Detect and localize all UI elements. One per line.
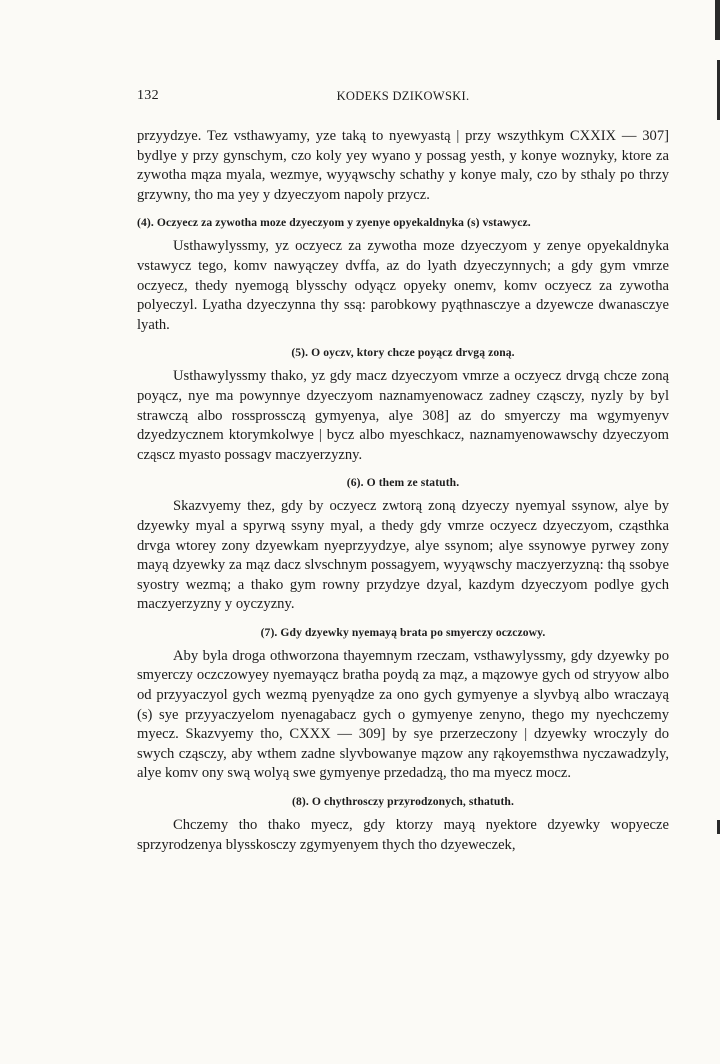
paragraph-5: Aby byla droga othworzona thayemnym rzeczam, vsthawylyssmy, gdy dzyewky po smyerczy oczczowyey nyemayącz bratha poydą za mąz, a mązowye gych od stryyow albo od przyyaczyol gych wezmą pyenyądze za ono gych gymyenye a slyvbyą albo wraczayą (s) sye przyyaczyelom nyenagabacz gych o gymyenye zenyno, thego my nyechczemy myecz. Skazvyemy tho, CXXX — 309] by sye przerzeczony | dzyewky wroczyly do swych cząsczy, aby wthem zadne slyvbowanye mązow any rąkoyemsthwa nyczawadzyly, alye komv ony swą wolyą swe gymyenye przedadzą, tho ma myecz mocz. bbox=[137, 647, 669, 782]
section-number: (7). bbox=[260, 625, 278, 639]
section-title: O chythrosczy przyrodzonych, sthatuth. bbox=[311, 795, 514, 809]
section-heading-7 bbox=[137, 625, 669, 641]
paragraph-4: Skazvyemy thez, gdy by oczyecz zwtorą zoną dzyeczy nyemyal ssynow, alye by dzyewky myal a spyrwą ssyny myal, a thedy gdy vmrze oczyecz dzyeczyom, cząsthka drvga wtorey zony dzyewkam nyeprzyydzye, alye ssynom; alye ssynowye pyrwey zony mayą dzyewky za mąz dacz slvschnym possagyem, wyyąwschy maczyerzyzną: thą ssobye syostry wezmą; a thako gym rowny przydzye dzyal, kazdym dzyeczyom podlye gych maczyerzyzny y oyczyzny. bbox=[137, 498, 669, 613]
body-text bbox=[137, 127, 669, 855]
paragraph-2: Usthawylyssmy, yz oczyecz za zywotha moze dzyeczyom y zenye opyekaldnyka vstawycz tego, komv nawyączey dvffa, az do lyath dzyeczynnych; a gdy gym vmrze oczyecz, thedy nyemogą blysschy odyącz opyeky onemv, komv oczyecz za zywotha polyeczyl. Lyatha dzyeczynna thy ssą: parobkowy pyąthnasczye a dzyewcze dwanasczye lyath. bbox=[137, 238, 669, 333]
section-title: Oczyecz za zywotha moze dzyeczyom y zyenye opyekaldnyka (s) vstawycz. bbox=[156, 216, 531, 230]
section-number: (5). bbox=[291, 346, 309, 360]
section-title: O oyczv, ktory chcze poyącz drvgą zoną. bbox=[311, 346, 515, 360]
section-heading-4 bbox=[137, 215, 669, 231]
running-title: KODEKS DZIKOWSKI. bbox=[336, 89, 470, 103]
section-number: (6). bbox=[346, 476, 364, 490]
section-title: Gdy dzyewky nyemayą brata po smyerczy oczczowy. bbox=[280, 625, 546, 639]
paragraph-1: przyydzye. Tez vsthawyamy, yze taką to nyewyastą | przy wszythkym CXXIX — 307] bydlye y przy gynschym, czo koly yey wyano y possag yesth, y konye woznyky, ktore za zywotha mąza myala, wezmye, wyyąwschy schathy y konye maly, czo by sthaly po thrzy grzywny, tho ma yey y dzyeczyom napoly przycz. bbox=[137, 128, 669, 203]
section-heading-6 bbox=[137, 475, 669, 491]
section-heading-5 bbox=[137, 345, 669, 361]
paragraph-6: Chczemy tho thako myecz, gdy ktorzy mayą nyektore dzyewky wopyecze sprzyrodzenya blysskosczy zgymyenyem thych tho dzyeweczek, bbox=[137, 817, 669, 853]
page-header bbox=[137, 88, 669, 108]
section-number: (8). bbox=[292, 795, 309, 809]
paragraph-3: Usthawylyssmy thako, yz gdy macz dzyeczyom vmrze a oczyecz drvgą chcze zoną poyącz, nye ma powynnye dzyeczyom naznamyenowacz zadney cząsczy, nyzly by byl strawczą albo rossprossczą gymyenya, alye 308] az do smyerczy ma wgymyenyv dzyedzycznem ktorymkolwye | bycz albo myeschkacz, naznamyenowawschy dzyeczyom cząscz myasto possagv maczyerzyzny. bbox=[137, 368, 669, 463]
page-number: 132 bbox=[137, 88, 159, 103]
section-number: (4). bbox=[137, 216, 154, 230]
scan-edge-mark bbox=[715, 0, 720, 40]
section-title: O them ze statuth. bbox=[366, 476, 460, 490]
section-heading-8 bbox=[137, 794, 669, 810]
